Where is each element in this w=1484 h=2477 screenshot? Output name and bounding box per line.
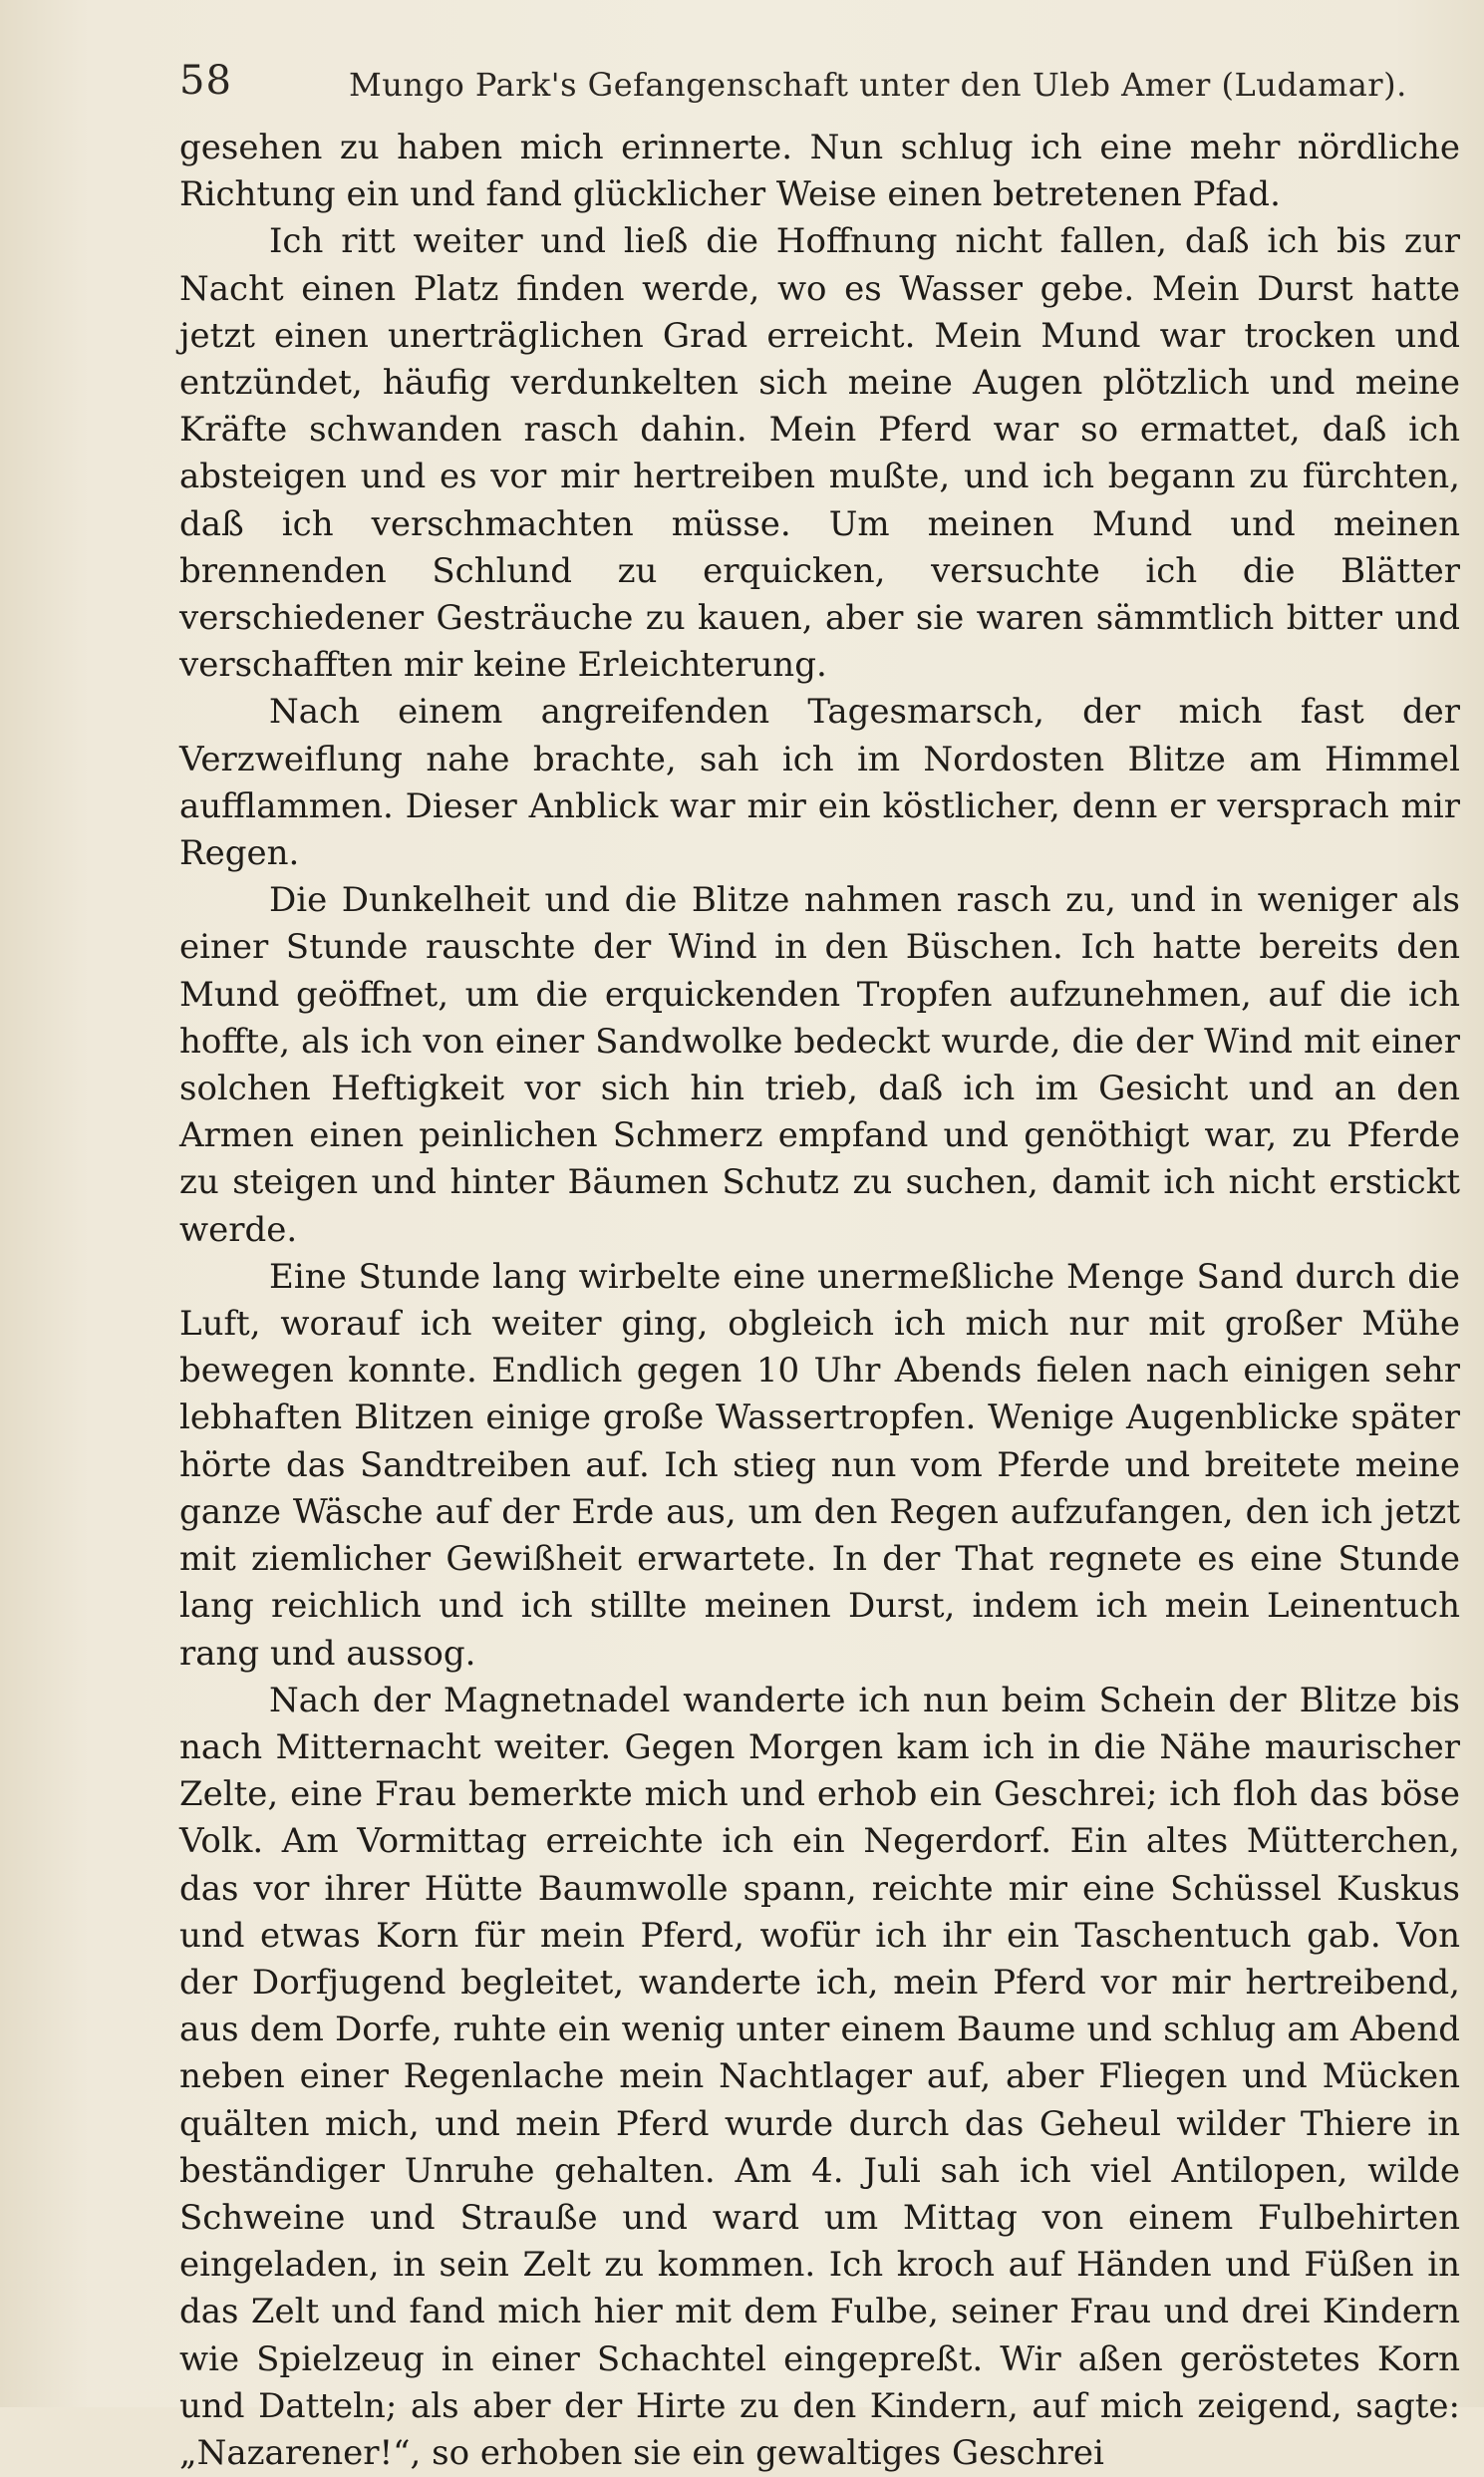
- running-head: Mungo Park's Gefangenschaft unter den Uleb Amer (Ludamar).: [349, 66, 1407, 104]
- paragraph: Nach einem angreifenden Tagesmarsch, der mich fast der Verzweiflung nahe brachte, sah ich im Nordosten Blitze am Himmel aufflammen. Dieser Anblick war mir ein köstlicher, denn er versprach mir Regen.: [179, 692, 1460, 874]
- page-header: [179, 52, 1460, 112]
- paragraph: Eine Stunde lang wirbelte eine unermeßliche Menge Sand durch die Luft, worauf ich weiter ging, obgleich ich mich nur mit großer Mühe bewegen konnte. Endlich gegen 10 Uhr Abends fielen nach einigen sehr lebhaften Blitzen einige große Wassertropfen. Wenige Augenblicke später hörte das Sandtreiben auf. Ich stieg nun vom Pferde und breitete meine ganze Wäsche auf der Erde aus, um den Regen aufzufangen, den ich jetzt mit ziemlicher Gewißheit erwartete. In der That regnete es eine Stunde lang reichlich und ich stillte meinen Durst, indem ich mein Leinentuch rang und aussog.: [179, 1256, 1460, 1674]
- page-number: 58: [179, 58, 232, 104]
- paragraph: Nach der Magnetnadel wanderte ich nun beim Schein der Blitze bis nach Mitternacht weiter. Gegen Morgen kam ich in die Nähe maurischer Zelte, eine Frau bemerkte mich und erhob ein Geschrei; ich floh das böse Volk. Am Vormittag erreichte ich ein Negerdorf. Ein altes Mütterchen, das vor ihrer Hütte Baumwolle spann, reichte mir eine Schüssel Kuskus und etwas Korn für mein Pferd, wofür ich ihr ein Taschentuch gab. Von der Dorfjugend begleitet, wanderte ich, mein Pferd vor mir hertreibend, aus dem Dorfe, ruhte ein wenig unter einem Baume und schlug am Abend neben einer Regenlache mein Nachtlager auf, aber Fliegen und Mücken quälten mich, und mein Pferd wurde durch das Geheul wilder Thiere in beständiger Unruhe gehalten. Am 4. Juli sah ich viel Antilopen, wilde Schweine und Strauße und ward um Mittag von einem Fulbehirten eingeladen, in sein Zelt zu kommen. Ich kroch auf Händen und Füßen in das Zelt und fand mich hier mit dem Fulbe, seiner Frau und drei Kindern wie Spielzeug in einer Schachtel eingepreßt. Wir aßen geröstetes Korn und Datteln; als aber der Hirte zu den Kindern, auf mich zeigend, sagte: „Nazarener!“, so erhoben sie ein gewaltiges Geschrei: [179, 1680, 1460, 2473]
- paragraph: Die Dunkelheit und die Blitze nahmen rasch zu, und in weniger als einer Stunde rauschte der Wind in den Büschen. Ich hatte bereits den Mund geöffnet, um die erquickenden Tropfen aufzunehmen, auf die ich hoffte, als ich von einer Sandwolke bedeckt wurde, die der Wind mit einer solchen Heftigkeit vor sich hin trieb, daß ich im Gesicht und an den Armen einen peinlichen Schmerz empfand und genöthigt war, zu Pferde zu steigen und hinter Bäumen Schutz zu suchen, damit ich nicht erstickt werde.: [179, 880, 1460, 1250]
- body-text: [179, 125, 1460, 2477]
- paragraph: Ich ritt weiter und ließ die Hoffnung nicht fallen, daß ich bis zur Nacht einen Platz finden werde, wo es Wasser gebe. Mein Durst hatte jetzt einen unerträglichen Grad erreicht. Mein Mund war trocken und entzündet, häufig verdunkelten sich meine Augen plötzlich und meine Kräfte schwanden rasch dahin. Mein Pferd war so ermattet, daß ich absteigen und es vor mir hertreiben mußte, und ich begann zu fürchten, daß ich verschmachten müsse. Um meinen Mund und meinen brennenden Schlund zu erquicken, versuchte ich die Blätter verschiedener Gesträuche zu kauen, aber sie waren sämmtlich bitter und verschafften mir keine Erleichterung.: [179, 221, 1460, 686]
- paragraph: gesehen zu haben mich erinnerte. Nun schlug ich eine mehr nördliche Richtung ein und fand glücklicher Weise einen betretenen Pfad.: [179, 128, 1460, 215]
